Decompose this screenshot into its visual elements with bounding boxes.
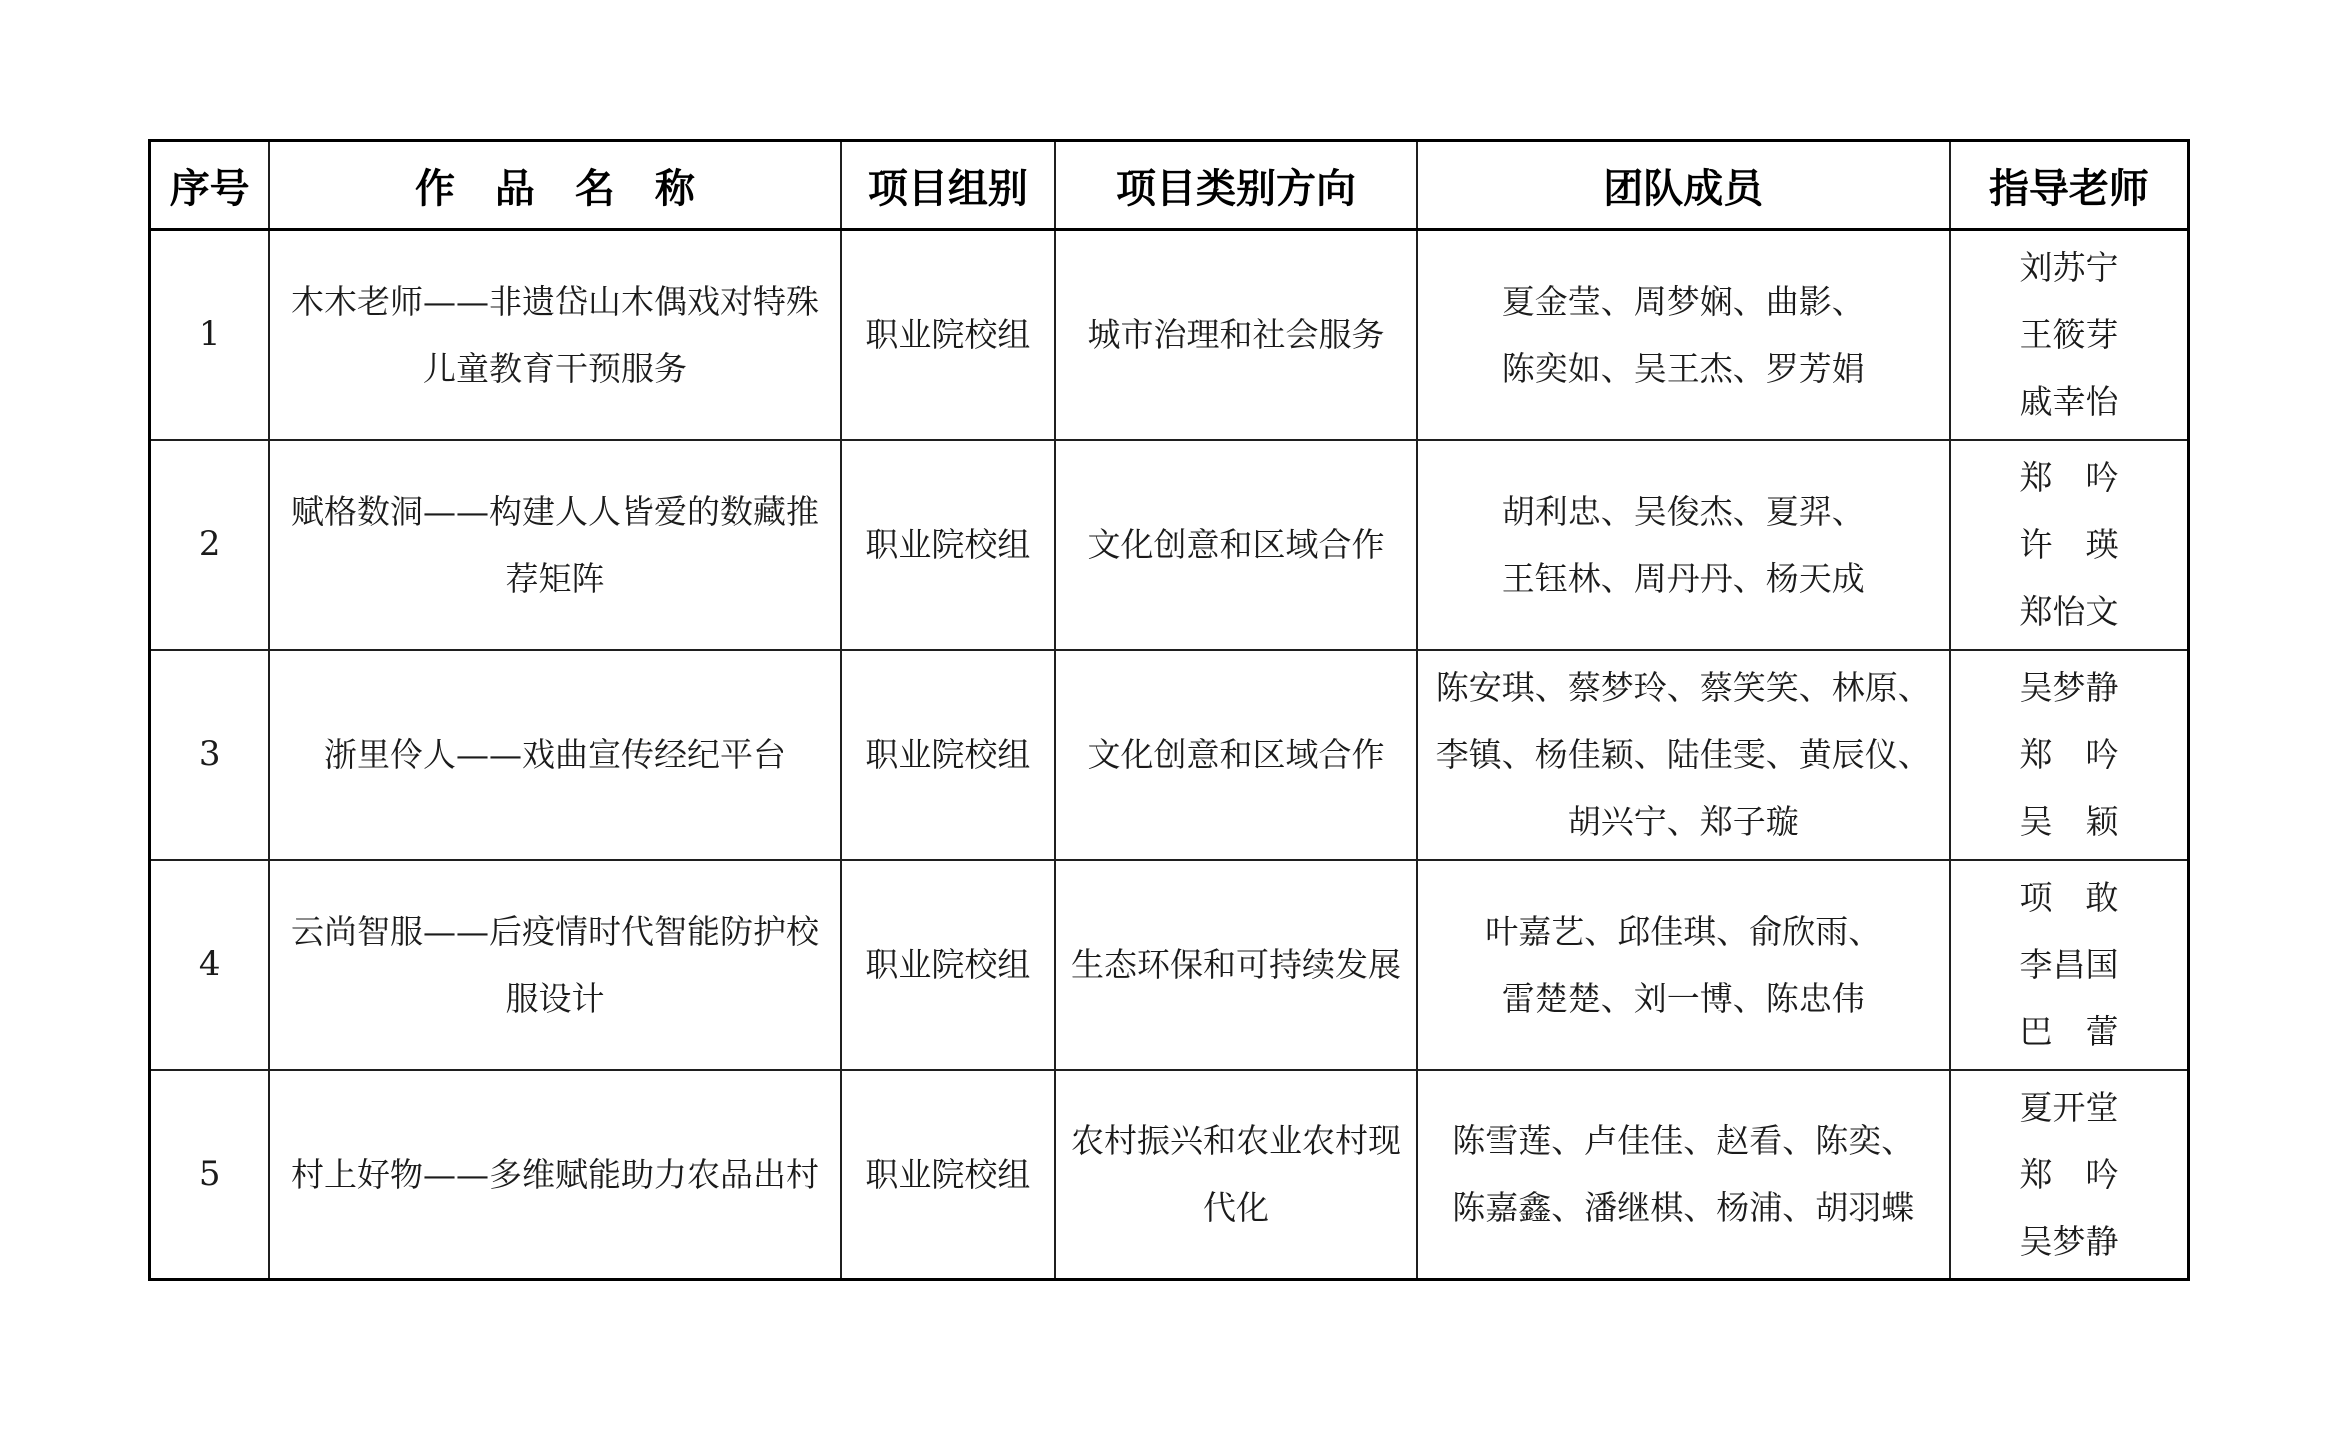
cell-group: 职业院校组	[841, 1070, 1056, 1280]
cell-title	[269, 440, 840, 650]
text-line: 城市治理和社会服务	[1087, 315, 1385, 355]
text-line: 服设计	[505, 978, 605, 1018]
text-line: 陈嘉鑫、潘继棋、杨浦、胡羽蝶	[1452, 1188, 1915, 1228]
table-row	[150, 440, 2189, 650]
cell-index: 4	[150, 860, 270, 1070]
text-line: 雷楚楚、刘一博、陈忠伟	[1501, 978, 1865, 1018]
text-line: 吴梦静	[2019, 668, 2119, 707]
col-header-group: 项目组别	[841, 141, 1056, 230]
text-line: 代化	[1202, 1188, 1269, 1228]
text-line: 夏金莹、周梦娴、曲影、	[1501, 281, 1865, 321]
cell-members	[1417, 860, 1950, 1070]
col-header-teachers: 指导老师	[1950, 141, 2189, 230]
cell-index: 5	[150, 1070, 270, 1280]
cell-group: 职业院校组	[841, 440, 1056, 650]
table-header-row	[150, 141, 2189, 230]
projects-table	[148, 139, 2190, 1281]
cell-teachers	[1950, 650, 2189, 860]
text-line: 生态环保和可持续发展	[1070, 945, 1401, 984]
cell-members	[1417, 1070, 1950, 1280]
cell-category	[1055, 440, 1417, 650]
text-line: 吴梦静	[2019, 1221, 2119, 1261]
text-line: 郑 吟	[2019, 458, 2119, 497]
text-line: 木木老师——非遗岱山木偶戏对特殊	[290, 281, 819, 321]
cell-teachers	[1950, 1070, 2189, 1280]
cell-members	[1417, 230, 1950, 440]
text-line: 叶嘉艺、邱佳琪、俞欣雨、	[1485, 911, 1882, 951]
text-line: 刘苏宁	[2019, 248, 2119, 288]
text-line: 许 瑛	[2019, 525, 2119, 564]
text-line: 郑 吟	[2019, 735, 2119, 774]
text-line: 云尚智服——后疫情时代智能防护校	[290, 911, 819, 951]
cell-members	[1417, 650, 1950, 860]
text-line: 赋格数洞——构建人人皆爱的数藏推	[290, 491, 819, 531]
cell-title	[269, 1070, 840, 1280]
text-line: 村上好物——多维赋能助力农品出村	[290, 1154, 819, 1194]
cell-category	[1055, 1070, 1417, 1280]
cell-index: 2	[150, 440, 270, 650]
table-row	[150, 1070, 2189, 1280]
cell-teachers	[1950, 860, 2189, 1070]
text-line: 浙里伶人——戏曲宣传经纪平台	[323, 735, 786, 774]
col-header-index: 序号	[150, 141, 270, 230]
text-line: 戚幸怡	[2019, 382, 2119, 422]
text-line: 李昌国	[2019, 945, 2119, 984]
cell-members	[1417, 440, 1950, 650]
cell-title	[269, 650, 840, 860]
cell-title	[269, 860, 840, 1070]
cell-teachers	[1950, 230, 2189, 440]
text-line: 文化创意和区域合作	[1087, 525, 1385, 564]
cell-group: 职业院校组	[841, 230, 1056, 440]
table-row	[150, 650, 2189, 860]
cell-group: 职业院校组	[841, 860, 1056, 1070]
cell-group: 职业院校组	[841, 650, 1056, 860]
cell-category	[1055, 230, 1417, 440]
col-header-members: 团队成员	[1417, 141, 1950, 230]
text-line: 陈安琪、蔡梦玲、蔡笑笑、林原、	[1435, 668, 1931, 707]
cell-teachers	[1950, 440, 2189, 650]
cell-title	[269, 230, 840, 440]
text-line: 李镇、杨佳颖、陆佳雯、黄辰仪、	[1435, 735, 1931, 774]
col-header-title: 作 品 名 称	[269, 141, 840, 230]
text-line: 荐矩阵	[505, 558, 605, 598]
cell-index: 1	[150, 230, 270, 440]
text-line: 陈雪莲、卢佳佳、赵看、陈奕、	[1452, 1121, 1915, 1161]
table-row	[150, 860, 2189, 1070]
text-line: 项 敢	[2019, 878, 2119, 917]
text-line: 巴 蕾	[2019, 1012, 2119, 1051]
text-line: 农村振兴和农业农村现	[1070, 1121, 1401, 1161]
text-line: 夏开堂	[2019, 1087, 2119, 1127]
document-page	[148, 139, 2190, 1278]
text-line: 吴 颖	[2019, 802, 2119, 841]
table-body	[150, 230, 2189, 1280]
text-line: 胡兴宁、郑子璇	[1567, 802, 1799, 841]
cell-category	[1055, 860, 1417, 1070]
text-line: 陈奕如、吴王杰、罗芳娟	[1501, 348, 1865, 388]
text-line: 儿童教育干预服务	[422, 348, 687, 388]
cell-index: 3	[150, 650, 270, 860]
cell-category	[1055, 650, 1417, 860]
table-row	[150, 230, 2189, 440]
text-line: 文化创意和区域合作	[1087, 735, 1385, 774]
col-header-category: 项目类别方向	[1055, 141, 1417, 230]
text-line: 郑 吟	[2019, 1154, 2119, 1194]
text-line: 郑怡文	[2019, 592, 2119, 631]
text-line: 王钰林、周丹丹、杨天成	[1501, 558, 1865, 598]
text-line: 胡利忠、吴俊杰、夏羿、	[1501, 491, 1865, 531]
text-line: 王筱芽	[2019, 315, 2119, 355]
